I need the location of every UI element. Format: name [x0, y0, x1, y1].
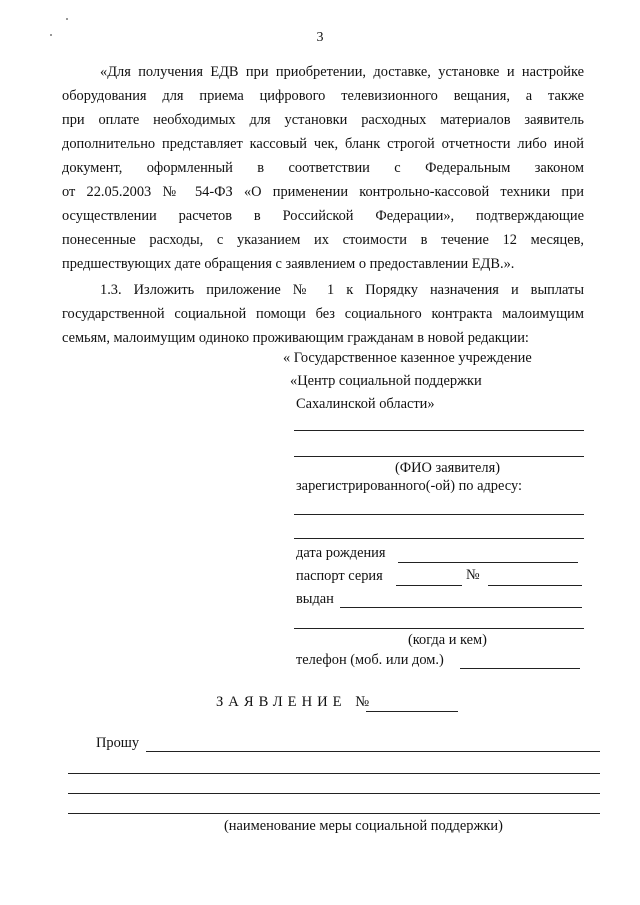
- issued-label: выдан: [296, 591, 334, 607]
- issued-line[interactable]: [294, 628, 584, 629]
- paragraph-line: государственной социальной помощи без социального контракта малоимущим: [62, 306, 584, 322]
- paragraph-line: «Для получения ЕДВ при приобретении, доставке, установке и настройке: [100, 64, 584, 80]
- phone-line[interactable]: [460, 668, 580, 669]
- passport-series-line[interactable]: [396, 585, 462, 586]
- fio-line[interactable]: [294, 430, 584, 431]
- paragraph-line: 1.3. Изложить приложение № 1 к Порядку назначения и выплаты: [100, 282, 584, 298]
- address-line[interactable]: [294, 514, 584, 515]
- statement-number-line[interactable]: [366, 711, 458, 712]
- paragraph-line: дополнительно представляет кассовый чек, бланк строгой отчетности либо иной: [62, 136, 584, 152]
- addressee-line: Сахалинской области»: [296, 396, 435, 412]
- addressee-line: « Государственное казенное учреждение: [283, 350, 532, 366]
- passport-number-sign: №: [466, 567, 480, 583]
- passport-number-line[interactable]: [488, 585, 582, 586]
- request-line[interactable]: [68, 773, 600, 774]
- paragraph-line: от 22.05.2003 № 54-ФЗ «О применении контрольно-кассовой техники при: [62, 184, 584, 200]
- passport-series-label: паспорт серия: [296, 568, 383, 584]
- request-line[interactable]: [146, 751, 600, 752]
- issued-line[interactable]: [340, 607, 582, 608]
- phone-label: телефон (моб. или дом.): [296, 652, 444, 668]
- registered-address-label: зарегистрированного(-ой) по адресу:: [296, 478, 522, 494]
- paragraph-line: при оплате необходимых для установки расходных материалов заявитель: [62, 112, 584, 128]
- fio-line[interactable]: [294, 456, 584, 457]
- paragraph-line: осуществлении расчетов в Российской Федерации», подтверждающие: [62, 208, 584, 224]
- paragraph-line: семьям, малоимущим одиноко проживающим гражданам в новой редакции:: [62, 330, 529, 346]
- fio-caption: (ФИО заявителя): [395, 460, 500, 476]
- page-number: 3: [316, 30, 324, 45]
- paragraph-line: оборудования для приема цифрового телевизионного вещания, а также: [62, 88, 584, 104]
- request-label: Прошу: [96, 735, 140, 751]
- measure-caption: (наименование меры социальной поддержки): [224, 818, 503, 834]
- request-line[interactable]: [68, 813, 600, 814]
- statement-title: ЗАЯВЛЕНИЕ №: [216, 694, 375, 710]
- paragraph-line: понесенные расходы, с указанием их стоимости в течение 12 месяцев,: [62, 232, 584, 248]
- paragraph-line: документ, оформленный в соответствии с Федеральным законом: [62, 160, 584, 176]
- addressee-line: «Центр социальной поддержки: [290, 373, 482, 389]
- scan-speck: [66, 18, 68, 20]
- request-line[interactable]: [68, 793, 600, 794]
- birth-date-line[interactable]: [398, 562, 578, 563]
- issued-caption: (когда и кем): [408, 632, 487, 648]
- birth-date-label: дата рождения: [296, 545, 386, 561]
- paragraph-line: предшествующих дате обращения с заявлением о предоставлении ЕДВ.».: [62, 256, 515, 272]
- address-line[interactable]: [294, 538, 584, 539]
